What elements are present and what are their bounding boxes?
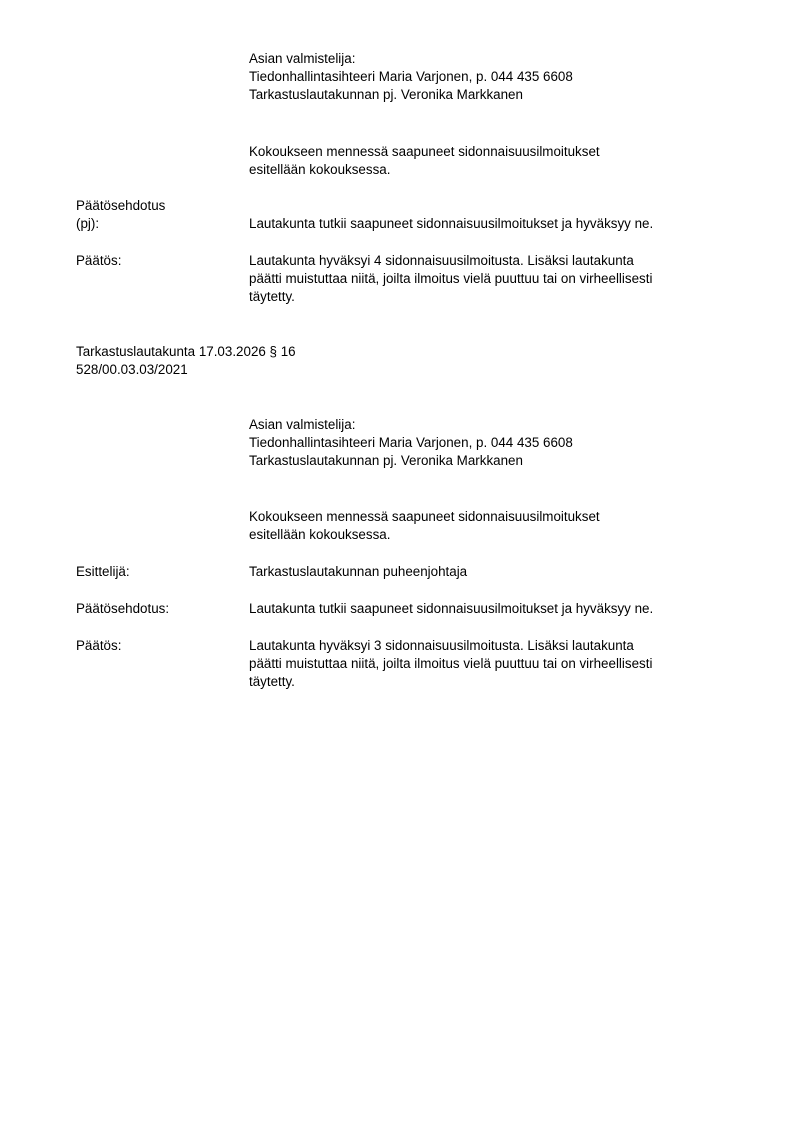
section1-proposal-text (249, 215, 653, 233)
meeting-title: Tarkastuslautakunta 17.03.2026 § 16 (76, 344, 296, 359)
proposal-label-line-1: Päätösehdotus (76, 198, 166, 213)
section2-proposal-label: Päätösehdotus: (76, 601, 170, 616)
section1-decision-text (249, 252, 652, 306)
section2-meeting-header (76, 343, 296, 379)
decision-line-1: Lautakunta hyväksyi 3 sidonnaisuusilmoitusta. Lisäksi lautakunta (249, 638, 634, 653)
section1-intro-block (249, 143, 600, 179)
proposal-label-line-2: (pj): (76, 216, 100, 231)
preparer-secretary: Tiedonhallintasihteeri Maria Varjonen, p. 044 435 6608 (249, 435, 573, 450)
preparer-heading: Asian valmistelija: (249, 417, 356, 432)
preparer-chair: Tarkastuslautakunnan pj. Veronika Markkanen (249, 453, 523, 468)
decision-line-1: Lautakunta hyväksyi 4 sidonnaisuusilmoitusta. Lisäksi lautakunta (249, 253, 634, 268)
section2-proposal-text: Lautakunta tutkii saapuneet sidonnaisuusilmoitukset ja hyväksyy ne. (249, 601, 654, 616)
section1-decision-label: Päätös: (76, 253, 122, 268)
meeting-record-number: 528/00.03.03/2021 (76, 362, 188, 377)
section2-presenter-label: Esittelijä: (76, 564, 130, 579)
decision-line-3: täytetty. (249, 674, 295, 689)
decision-line-3: täytetty. (249, 289, 295, 304)
section1-proposal-label (76, 197, 165, 233)
intro-line-1: Kokoukseen mennessä saapuneet sidonnaisuusilmoitukset (249, 144, 600, 159)
decision-line-2: päätti muistuttaa niitä, joilta ilmoitus vielä puuttuu tai on virheellisesti (249, 271, 653, 286)
preparer-heading: Asian valmistelija: (249, 51, 356, 66)
section2-decision-label: Päätös: (76, 638, 122, 653)
section1-preparer-block (249, 50, 573, 104)
section2-presenter-text: Tarkastuslautakunnan puheenjohtaja (249, 564, 468, 579)
section2-preparer-block (249, 416, 573, 470)
intro-line-1: Kokoukseen mennessä saapuneet sidonnaisuusilmoitukset (249, 509, 600, 524)
intro-line-2: esitellään kokouksessa. (249, 527, 391, 542)
intro-line-2: esitellään kokouksessa. (249, 162, 391, 177)
preparer-chair: Tarkastuslautakunnan pj. Veronika Markkanen (249, 87, 523, 102)
proposal-text: Lautakunta tutkii saapuneet sidonnaisuusilmoitukset ja hyväksyy ne. (249, 216, 654, 231)
section2-intro-block (249, 508, 600, 544)
decision-line-2: päätti muistuttaa niitä, joilta ilmoitus vielä puuttuu tai on virheellisesti (249, 656, 653, 671)
preparer-secretary: Tiedonhallintasihteeri Maria Varjonen, p. 044 435 6608 (249, 69, 573, 84)
section2-decision-text (249, 637, 652, 691)
